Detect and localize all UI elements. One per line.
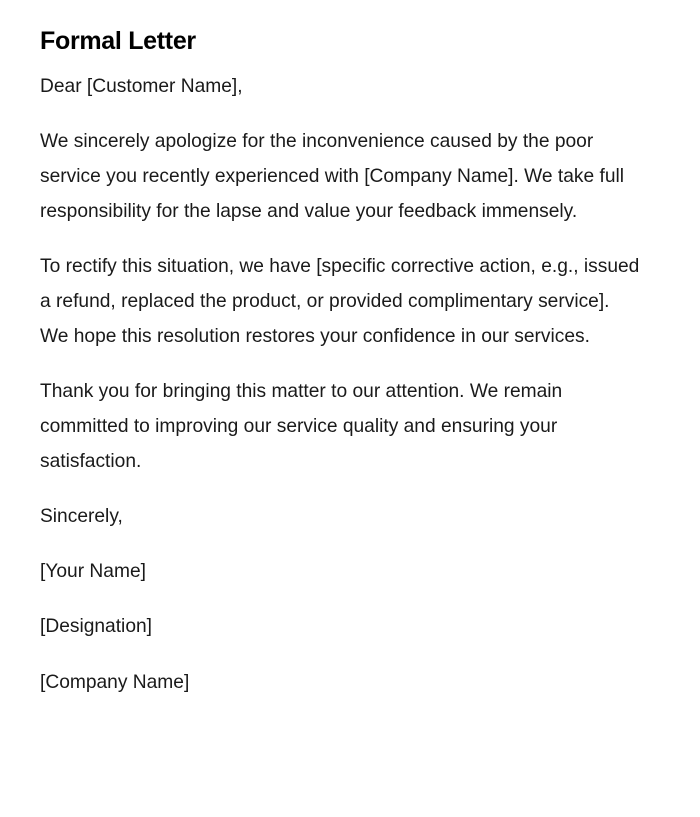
signature-company: [Company Name]: [40, 672, 190, 693]
letter-title: Formal Letter: [40, 27, 196, 55]
letter-document: [40, 24, 640, 700]
signature-name: [Your Name]: [40, 561, 146, 582]
letter-salutation: Dear [Customer Name],: [40, 76, 243, 97]
signature-designation: [Designation]: [40, 616, 152, 637]
letter-paragraph-apology: We sincerely apologize for the inconvenience caused by the poor service you recently experienced with [Company Name]. We take full responsibility for the lapse and value your feedback immensely.: [40, 131, 625, 222]
letter-paragraph-resolution: To rectify this situation, we have [specific corrective action, e.g., issued a refund, replaced the product, or provided complimentary service]. We hope this resolution restores your confidence in our services.: [40, 256, 640, 347]
letter-closing: Sincerely,: [40, 506, 123, 527]
letter-paragraph-thanks: Thank you for bringing this matter to our attention. We remain committed to improving our service quality and ensuring your satisfaction.: [40, 381, 563, 472]
